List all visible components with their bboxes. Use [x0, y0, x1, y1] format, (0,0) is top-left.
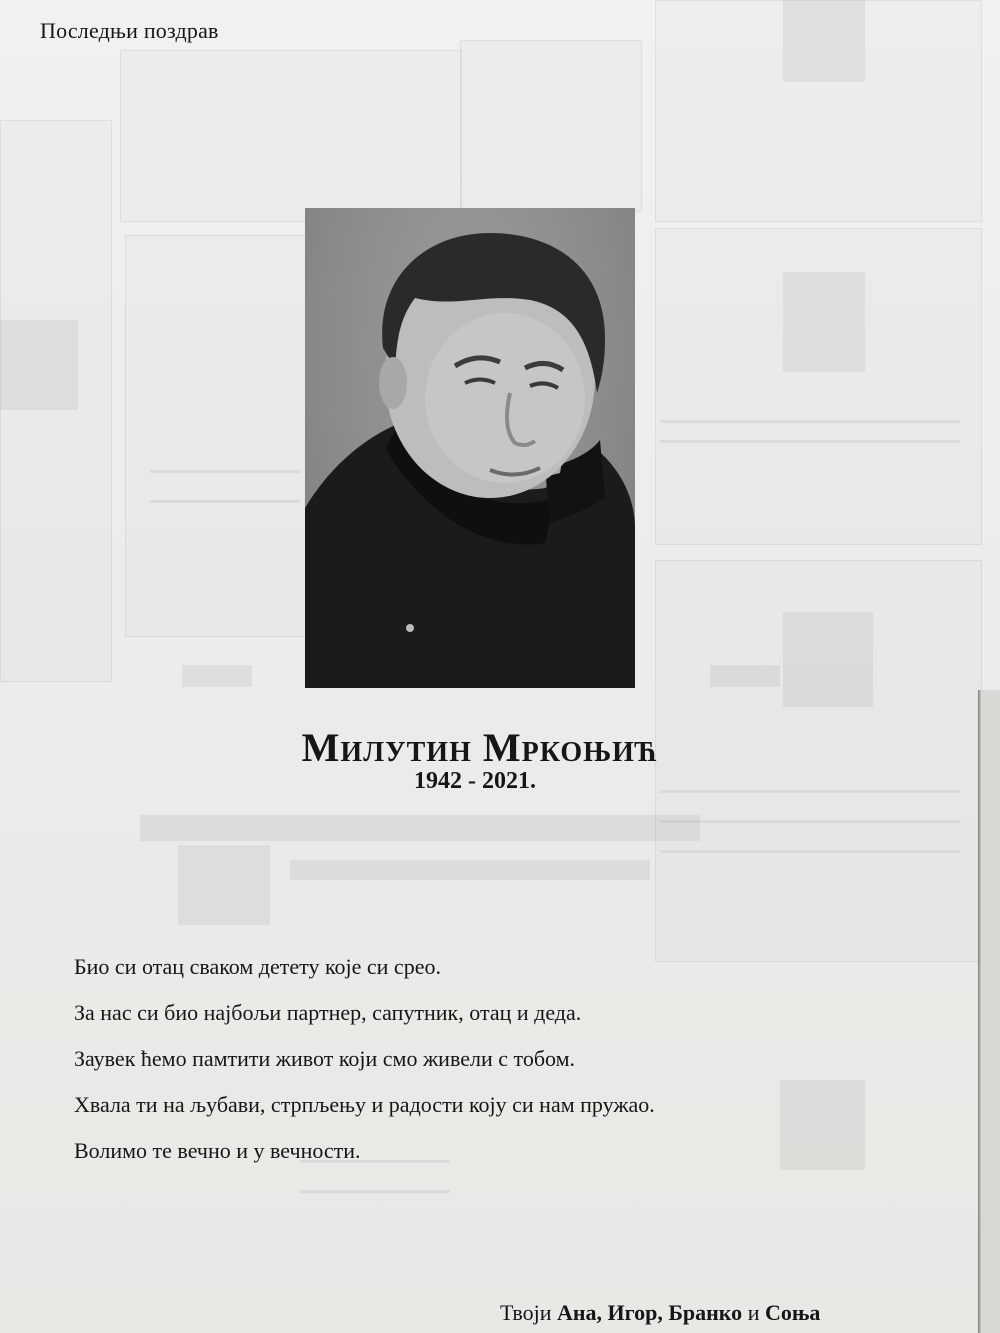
ghost-text-5: [660, 850, 960, 853]
ghost-text-8: [660, 420, 960, 423]
ghost-photo-8: [710, 665, 780, 687]
signature-name-ana: Ана,: [556, 1300, 603, 1325]
ghost-photo-4: [783, 612, 873, 707]
ghost-text-6: [150, 470, 300, 473]
ghost-photo-7: [182, 665, 252, 687]
portrait-photo: [305, 208, 635, 688]
signature-name-branko: Бранко: [668, 1300, 743, 1325]
family-signature: [500, 1300, 820, 1326]
ghost-notice-left-top: [120, 50, 462, 222]
page-fold-line: [978, 690, 981, 1333]
ghost-text-9: [660, 440, 960, 443]
ghost-notice-right-top: [460, 40, 642, 212]
ghost-text-7: [150, 500, 300, 503]
signature-prefix: Твоји: [500, 1300, 552, 1325]
signature-name-igor: Игор,: [607, 1300, 663, 1325]
ghost-text-2: [290, 860, 650, 880]
life-years: 1942 - 2021.: [414, 768, 536, 794]
verse-line-4: Хвала ти на љубави, стрпљењу и радости коју си нам пружао.: [74, 1092, 655, 1117]
ghost-text-4: [660, 820, 960, 823]
verse-line-2: За нас си био најбољи партнер, сапутник, отац и деда.: [74, 1000, 582, 1025]
signature-name-sonja: Соња: [764, 1300, 821, 1325]
ghost-photo-3: [0, 320, 78, 410]
portrait-drawing: [305, 208, 635, 688]
signature-conjunction: и: [747, 1300, 760, 1325]
ghost-photo-1: [783, 0, 865, 82]
notice-header: Последњи поздрав: [40, 18, 219, 43]
deceased-name: Милутин Мркоњић: [301, 725, 659, 770]
verse-line-3: Заувек ћемо памтити живот који смо живели с тобом.: [74, 1046, 576, 1071]
ghost-photo-5: [178, 845, 270, 925]
ghost-photo-2: [783, 272, 865, 372]
verse-line-1: Био си отац сваком детету које си срео.: [74, 954, 441, 979]
ghost-text-1: [140, 815, 700, 841]
memorial-verses: [74, 944, 954, 1174]
page-fold-shadow: [981, 690, 1000, 1333]
verse-line-5: Волимо те вечно и у вечности.: [74, 1138, 361, 1163]
ghost-notice-left-mid: [125, 235, 307, 637]
ghost-text-11: [300, 1190, 450, 1193]
